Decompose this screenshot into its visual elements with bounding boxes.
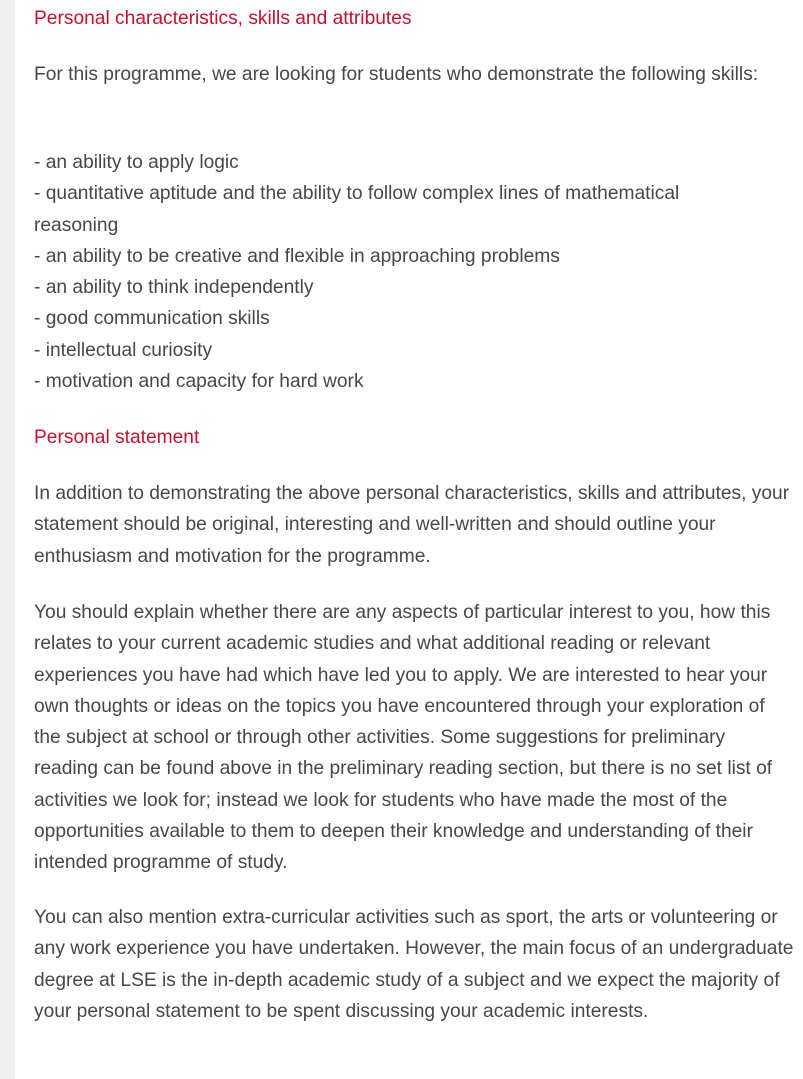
skills-list-item: - good communication skills <box>34 308 270 330</box>
skills-heading: Personal characteristics, skills and attributes <box>34 8 412 29</box>
left-margin-rule <box>0 0 15 1079</box>
statement-heading: Personal statement <box>34 427 200 448</box>
skills-list-item: - an ability to apply logic <box>34 152 239 173</box>
statement-paragraph-3: You can also mention extra-curricular activities such as sport, the arts or volunteering or any work experience you have undertaken. However, the main focus of an undergraduate degree at LSE is the in-depth academic study of a subject and we expect the majority of your personal statement to be spent discussing your academic interests. <box>34 907 794 1022</box>
skills-list-item: - quantitative aptitude and the ability to follow complex lines of mathematical reasoning <box>34 183 680 236</box>
statement-paragraph-2: You should explain whether there are any aspects of particular interest to you, how this relates to your current academic studies and what additional reading or relevant experiences you have had which have led you to apply. We are interested to hear your own thoughts or ideas on the topics you have encountered through your exploration of the subject at school or through other activities. Some suggestions for preliminary reading can be found above in the preliminary reading section, but there is no set list of activities we look for; instead we look for students who have made the most of the opportunities available to them to deepen their knowledge and understanding of their intended programme of study. <box>34 602 773 874</box>
skills-list-item: - an ability to think independently <box>34 277 314 299</box>
skills-list-item: - intellectual curiosity <box>34 339 213 361</box>
skills-list-item: - motivation and capacity for hard work <box>34 371 364 393</box>
skills-intro: For this programme, we are looking for students who demonstrate the following skills: <box>34 64 759 85</box>
skills-list-item: - an ability to be creative and flexible in approaching problems <box>34 245 560 267</box>
statement-paragraph-1: In addition to demonstrating the above personal characteristics, skills and attributes, your statement should be original, interesting and well-written and should outline your enthusiasm and motivation for the programme. <box>34 483 790 567</box>
skills-list <box>34 147 734 397</box>
